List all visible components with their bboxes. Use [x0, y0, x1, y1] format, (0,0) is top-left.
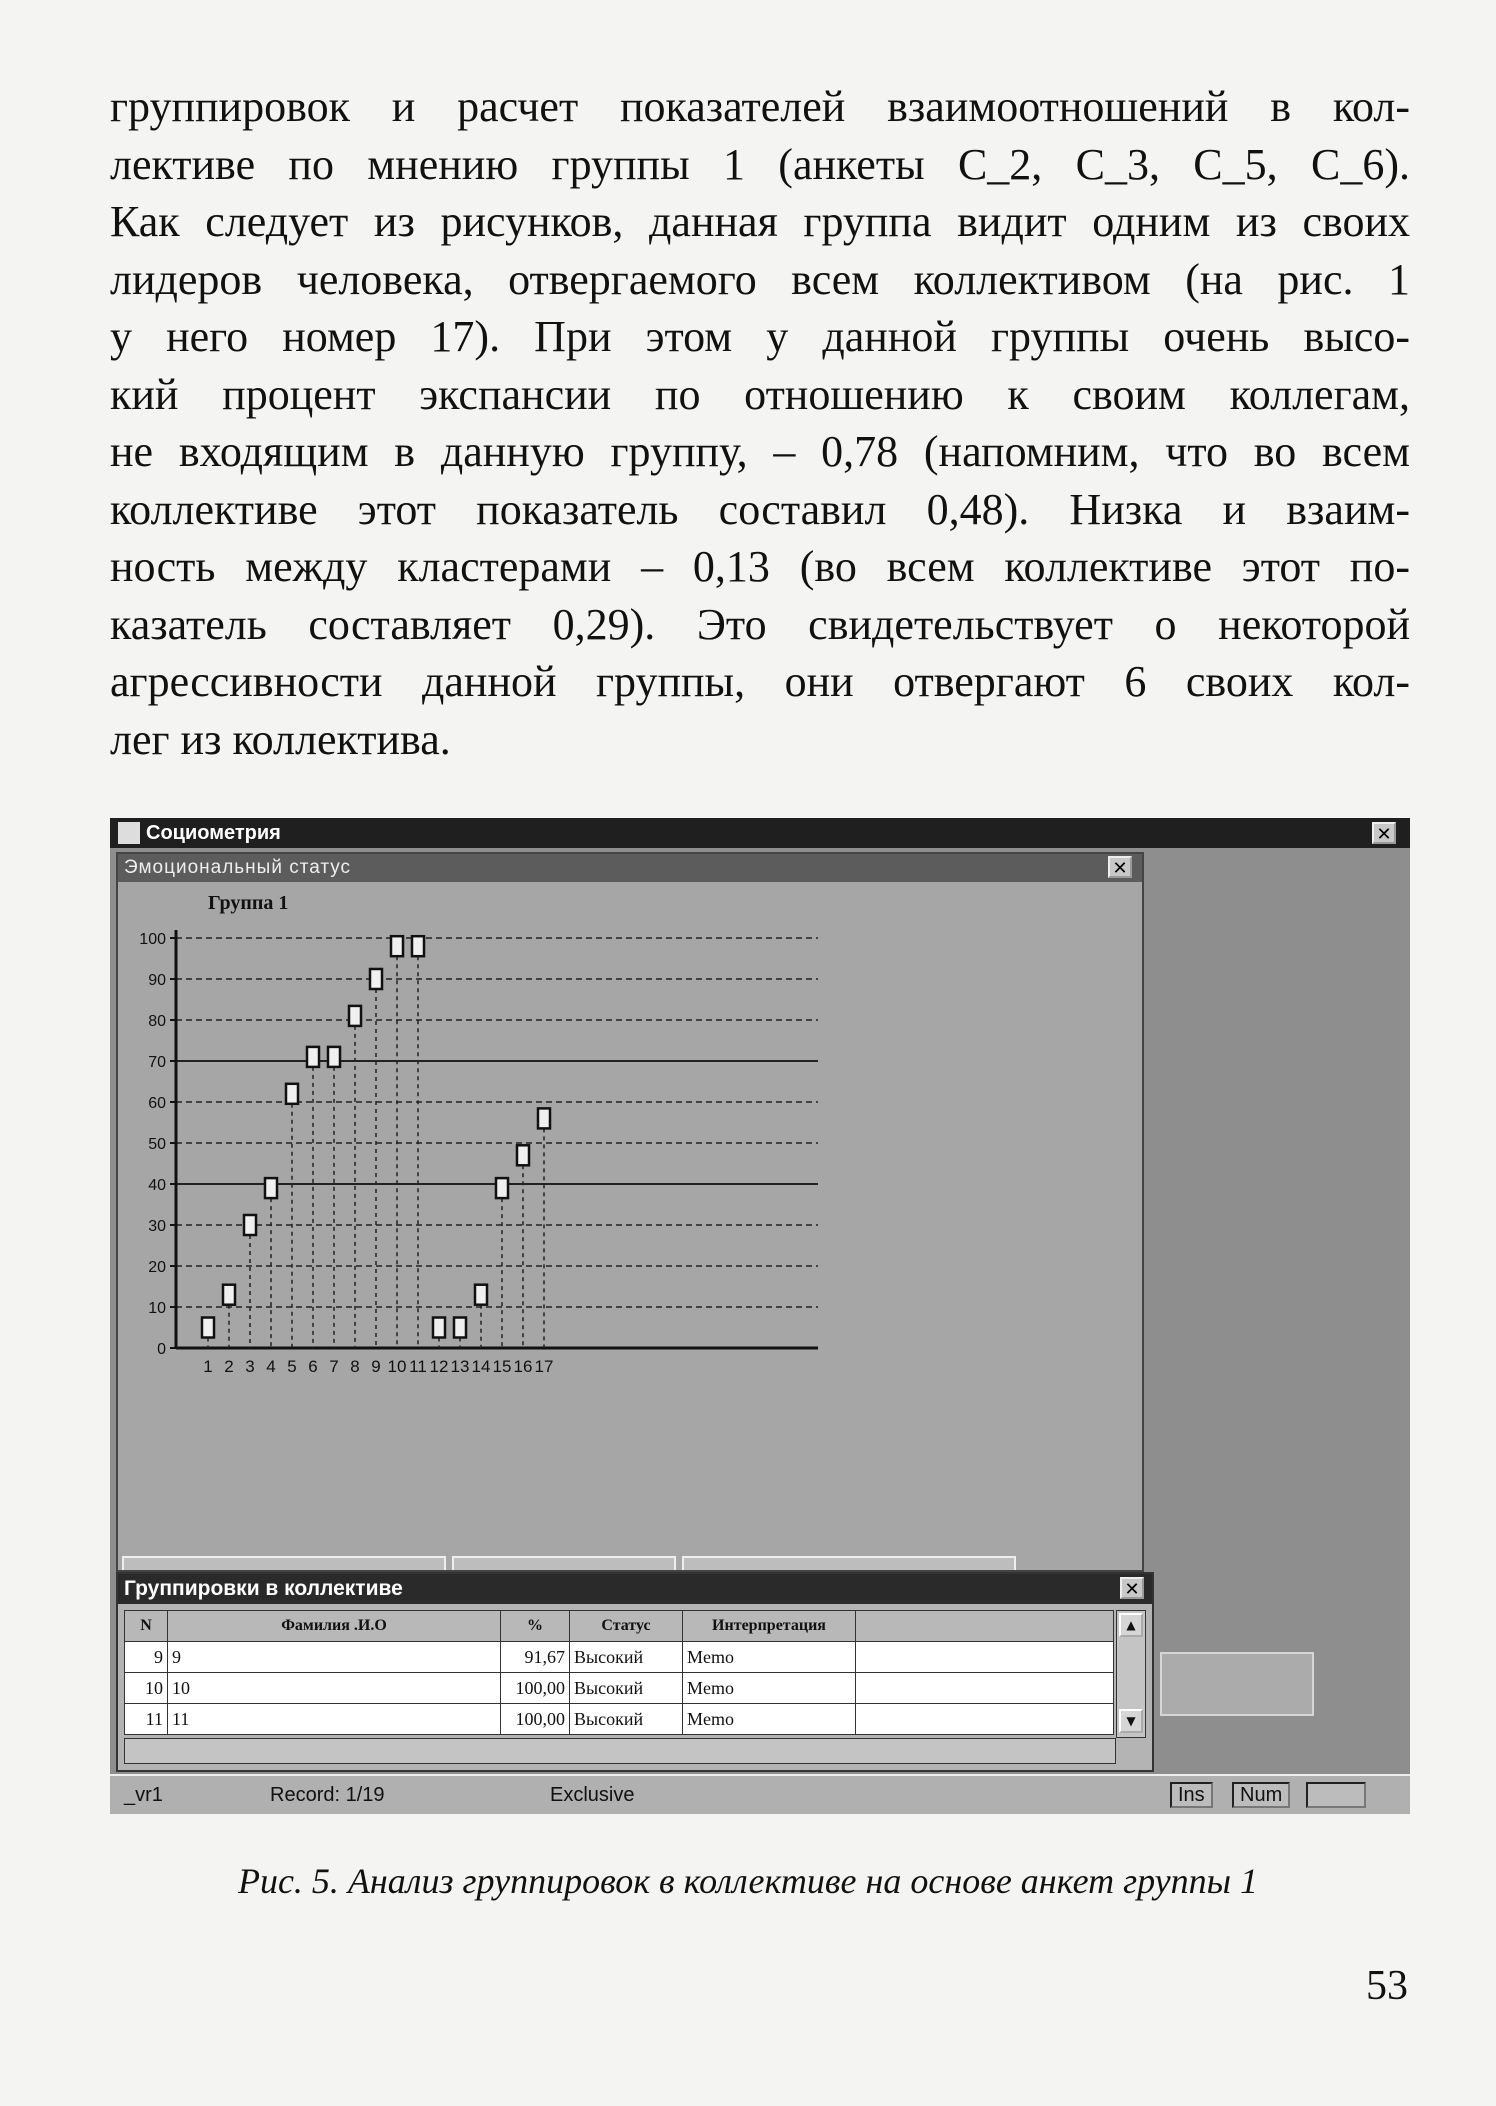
table-cell[interactable]: Высокий: [570, 1642, 683, 1673]
tab-2[interactable]: [452, 1556, 676, 1570]
table-row[interactable]: [125, 1642, 1114, 1673]
x-tick-label: 2: [224, 1357, 234, 1376]
y-tick-label: 50: [148, 1136, 166, 1153]
page-number: 53: [1366, 1963, 1408, 2009]
paragraph-line: лег из коллектива.: [110, 714, 451, 764]
table-cell[interactable]: 91,67: [501, 1642, 570, 1673]
y-tick-label: 40: [148, 1177, 166, 1194]
data-point: [244, 1215, 256, 1235]
groups-window-title: Группировки в коллективе: [118, 1574, 1152, 1604]
table-cell[interactable]: Memo: [683, 1704, 856, 1735]
table-cell[interactable]: Memo: [683, 1642, 856, 1673]
x-tick-label: 3: [245, 1357, 255, 1376]
status-ins: Ins: [1170, 1782, 1213, 1808]
x-tick-label: 4: [266, 1357, 276, 1376]
y-tick-label: 0: [157, 1341, 166, 1358]
paragraph-line: Как следует из рисунков, данная группа видит одним из своих: [110, 197, 1410, 246]
vertical-scrollbar[interactable]: [1116, 1610, 1146, 1738]
data-point: [370, 969, 382, 989]
paragraph-line: у него номер 17). При этом у данной группы очень высо-: [110, 312, 1410, 361]
figure-caption: Рис. 5. Анализ группировок в коллективе на основе анкет группы 1: [237, 1861, 1259, 1901]
column-header[interactable]: N: [125, 1611, 168, 1642]
table-cell[interactable]: 9: [168, 1642, 501, 1673]
data-point: [412, 936, 424, 956]
paragraph-line: лективе по мнению группы 1 (анкеты С_2, С_3, С_5, С_6).: [110, 139, 1410, 189]
x-tick-label: 13: [450, 1357, 470, 1376]
x-tick-label: 5: [287, 1357, 297, 1376]
paragraph-line: казатель составляет 0,29). Это свидетельствует о некоторой: [110, 599, 1410, 649]
paragraph-line: агрессивности данной группы, они отвергают 6 своих кол-: [110, 657, 1410, 706]
paragraph-line: коллективе этот показатель составил 0,48). Низка и взаим-: [110, 484, 1410, 534]
column-header[interactable]: Фамилия .И.О: [168, 1611, 501, 1642]
x-tick-label: 12: [429, 1357, 449, 1376]
column-header[interactable]: %: [501, 1611, 570, 1642]
table-cell[interactable]: 100,00: [501, 1673, 570, 1704]
status-bar: [110, 1774, 1410, 1814]
x-tick-label: 7: [329, 1357, 339, 1376]
app-screenshot: [110, 818, 1410, 1814]
table-row[interactable]: [125, 1673, 1114, 1704]
window-tabs: [122, 1556, 1022, 1572]
table-cell[interactable]: Высокий: [570, 1704, 683, 1735]
data-point: [496, 1178, 508, 1198]
groups-window-close-button[interactable]: ✕: [1120, 1577, 1144, 1599]
data-point: [286, 1084, 298, 1104]
table-cell-empty: [856, 1673, 1114, 1704]
paragraph-line: кий процент экспансии по отношению к своим коллегам,: [110, 369, 1410, 419]
table-row[interactable]: [125, 1704, 1114, 1735]
table-cell[interactable]: 11: [168, 1704, 501, 1735]
status-record: Record: 1/19: [270, 1784, 385, 1806]
x-tick-label: 10: [387, 1357, 407, 1376]
body-paragraph: [110, 78, 1410, 768]
y-tick-label: 60: [148, 1095, 166, 1112]
table-cell-empty: [856, 1704, 1114, 1735]
column-header-empty: [856, 1611, 1114, 1642]
data-point: [202, 1318, 214, 1338]
table-cell[interactable]: Memo: [683, 1673, 856, 1704]
y-tick-label: 30: [148, 1218, 166, 1235]
table-cell[interactable]: 11: [125, 1704, 168, 1735]
x-tick-label: 16: [513, 1357, 533, 1376]
emotional-status-close-button[interactable]: ✕: [1108, 856, 1132, 878]
table-cell[interactable]: 9: [125, 1642, 168, 1673]
y-tick-label: 70: [148, 1054, 166, 1071]
tab-3[interactable]: [682, 1556, 1016, 1570]
status-mode: Exclusive: [550, 1784, 635, 1806]
y-tick-label: 80: [148, 1013, 166, 1030]
data-point: [475, 1285, 487, 1305]
app-title: Социометрия: [146, 822, 281, 844]
x-tick-label: 1: [203, 1357, 213, 1376]
table-cell[interactable]: 100,00: [501, 1704, 570, 1735]
app-title-bar: [110, 818, 1410, 848]
scroll-up-icon[interactable]: ▲: [1119, 1613, 1143, 1637]
x-tick-label: 9: [371, 1357, 381, 1376]
data-point: [265, 1178, 277, 1198]
data-point: [433, 1318, 445, 1338]
paragraph-line: ность между кластерами – 0,13 (во всем коллективе этот по-: [110, 542, 1410, 591]
background-panel: [1160, 1652, 1314, 1716]
paragraph-line: группировок и расчет показателей взаимоотношений в кол-: [110, 82, 1410, 131]
emotional-status-title: Эмоциональный статус: [118, 854, 1142, 882]
table-cell-empty: [856, 1642, 1114, 1673]
x-tick-label: 11: [409, 1357, 427, 1376]
data-point: [349, 1006, 361, 1026]
data-point: [454, 1318, 466, 1338]
scroll-down-icon[interactable]: ▼: [1119, 1709, 1143, 1733]
column-header[interactable]: Статус: [570, 1611, 683, 1642]
x-tick-label: 15: [492, 1357, 512, 1376]
y-tick-label: 90: [148, 972, 166, 989]
groups-window: [116, 1572, 1154, 1772]
app-close-button[interactable]: ✕: [1372, 822, 1396, 844]
table-cell[interactable]: Высокий: [570, 1673, 683, 1704]
y-tick-label: 20: [148, 1259, 166, 1276]
status-num: Num: [1232, 1782, 1290, 1808]
emotional-status-window: [116, 852, 1144, 1572]
data-point: [391, 936, 403, 956]
groups-table: [124, 1610, 1114, 1735]
x-tick-label: 14: [471, 1357, 491, 1376]
paragraph-line: не входящим в данную группу, – 0,78 (напомним, что во всем: [110, 427, 1410, 476]
data-point: [223, 1285, 235, 1305]
tab-1[interactable]: [122, 1556, 446, 1570]
y-tick-label: 10: [148, 1300, 166, 1317]
status-chart: [118, 882, 1142, 1572]
status-table: _vr1: [124, 1784, 163, 1806]
x-tick-label: 6: [308, 1357, 318, 1376]
status-empty-box: [1306, 1782, 1366, 1808]
column-header[interactable]: Интерпретация: [683, 1611, 856, 1642]
data-point: [538, 1108, 550, 1128]
data-point: [328, 1047, 340, 1067]
app-icon: [118, 822, 140, 844]
table-cell[interactable]: 10: [168, 1673, 501, 1704]
x-tick-label: 17: [534, 1357, 554, 1376]
y-tick-label: 100: [139, 931, 166, 948]
data-point: [517, 1145, 529, 1165]
chart-title: Группа 1: [208, 892, 289, 914]
data-point: [307, 1047, 319, 1067]
table-cell[interactable]: 10: [125, 1673, 168, 1704]
paragraph-line: лидеров человека, отвергаемого всем коллективом (на рис. 1: [110, 254, 1410, 304]
horizontal-scrollbar[interactable]: [124, 1738, 1116, 1764]
x-tick-label: 8: [350, 1357, 360, 1376]
